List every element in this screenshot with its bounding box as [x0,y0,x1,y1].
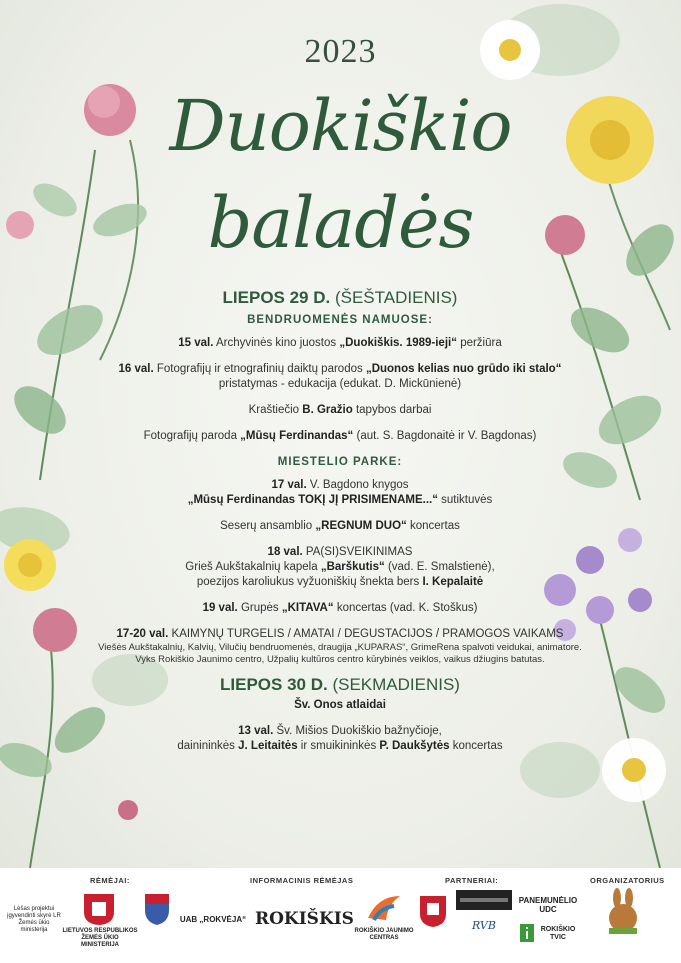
program-item: Seserų ansamblio „REGNUM DUO“ koncertas [220,520,460,532]
day2-weekday: (SEKMADIENIS) [332,675,460,694]
youth-center-bird-icon [364,890,404,926]
uab-rokveja: UAB „ROKVĖJA“ [179,915,247,924]
rokiskis-youth-center: ROKIŠKIO JAUNIMO CENTRAS [354,928,414,941]
program-item: 15 val. Archyvinės kino juostos „Duokiškis. 1989-ieji“ peržiūra [178,337,502,349]
organizer-heading: ORGANIZATORIUS [590,876,665,885]
lithuania-coat-of-arms-icon [82,892,116,926]
rvb-logo: RVB [472,919,496,932]
program-item-note: Viešės Aukštakalnių, Kalvių, Vilučių bendruomenės, draugija „KUPARAS“, GrimeRena spalvoti veidukai, animatore. Vyks Rokiškio Jaunimo centro, Užpalių kultūros centro kūrybinės veiklos, vaikus džiugins batutas. [98,642,582,665]
program-item: Fotografijų paroda „Mūsų Ferdinandas“ (aut. S. Bagdonaitė ir V. Bagdonas) [143,430,537,442]
title-line-2: baladės [207,182,474,264]
title-line-1: Duokiškio [169,85,512,167]
section-community-house: BENDRUOMENĖS NAMUOSE: [247,314,433,326]
day2-heading [90,677,590,692]
rokiskis-newspaper-logo: ROKIŠKIS [255,909,354,929]
sponsors-footer [0,868,681,963]
day1-heading [90,290,590,305]
partners-heading: PARTNERIAI: [445,876,499,885]
day1-date: LIEPOS 29 D. [222,288,331,307]
ministry-name: LIETUVOS RESPUBLIKOS ŽEMĖS ŪKIO MINISTERIJA [62,928,138,948]
day2-date: LIEPOS 30 D. [220,675,328,694]
project-note: Lėšas projektui įgyvendinti skyrė LR Žemės ūkio ministerija [7,906,61,933]
partner-banner-icon [456,890,512,910]
info-center-icon [520,924,534,942]
rokiskio-tvic: ROKIŠKIO TVIC [540,926,576,941]
day1-weekday: (ŠEŠTADIENIS) [334,288,458,307]
municipal-coat-of-arms-icon [143,892,171,926]
program-item: 18 val. PA(SI)SVEIKINIMAS Grieš Aukštakalnių kapela „Barškutis“ (vad. E. Smalstienė), poezijos karoliukus vyžuoniškių šnekta bers I. Kepalaitė [185,546,495,588]
program [90,290,590,765]
year: 2023 [304,33,377,70]
program-item: Kraštiečio B. Gražio tapybos darbai [248,404,432,416]
program-item: Šv. Onos atlaidai [294,699,386,711]
organizer-bunny-logo-icon [603,888,643,936]
info-sponsor-heading: INFORMACINIS RĖMĖJAS [250,876,354,885]
program-item: 17-20 val. KAIMYNŲ TURGELIS / AMATAI / DEGUSTACIJOS / PRAMOGOS VAIKAMS Viešės Aukštakalnių, Kalvių, Vilučių bendruomenės, draugija „KUPARAS“, GrimeRena spalvoti veidukai, animatore. Vyks Rokiškio Jaunimo centro, Užpalių kultūros centro kūrybinės veiklos, vaikus džiugins batutas. [90,627,590,666]
program-item: 19 val. Grupės „KITAVA“ koncertas (vad. K. Stoškus) [202,602,478,614]
section-park: MIESTELIO PARKE: [277,456,403,468]
panemunelio-udc: PANEMUNĖLIO UDC [518,896,578,914]
program-item: 13 val. Šv. Mišios Duokiškio bažnyčioje, dainininkės J. Leitaitės ir smuikininkės P. Daukšytės koncertas [177,725,503,752]
program-item: 16 val. Fotografijų ir etnografinių daiktų parodos „Duonos kelias nuo grūdo iki stalo“ pristatymas - edukacija (edukat. D. Mickūnienė) [118,363,562,390]
sponsors-heading: RĖMĖJAI: [90,876,130,885]
partner-coat-of-arms-icon [418,894,448,928]
program-item: 17 val. V. Bagdono knygos „Mūsų Ferdinandas TOKĮ JĮ PRISIMENAME...“ sutiktuvės [187,479,493,506]
